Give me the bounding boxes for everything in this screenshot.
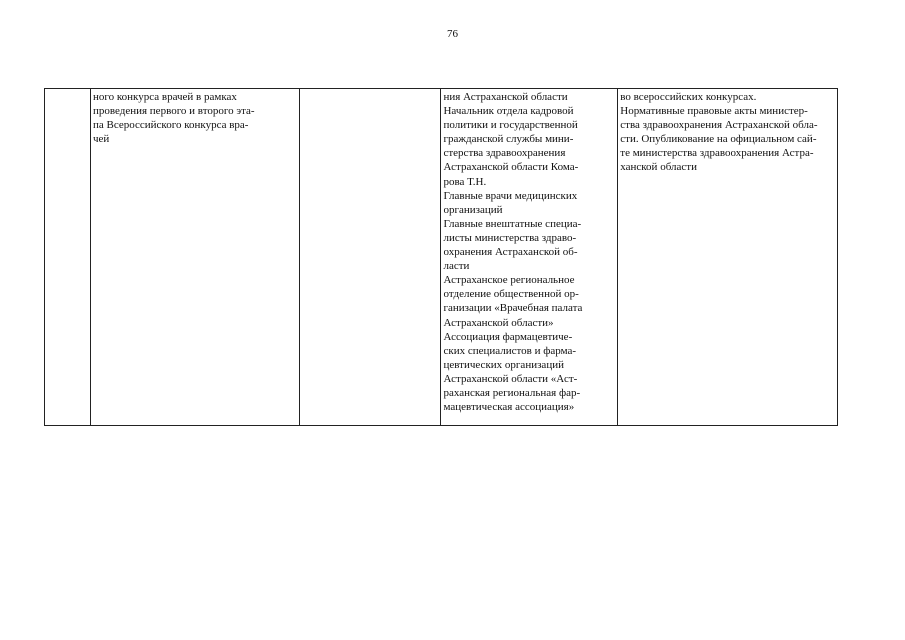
document-table xyxy=(44,88,838,426)
cell-event xyxy=(90,89,299,426)
cell-number xyxy=(45,89,91,426)
page-number: 76 xyxy=(447,28,458,40)
cell-event-text: ного конкурса врачей в рамках проведения первого и второго эта- па Всероссийского конкурса вра- чей xyxy=(92,91,255,146)
cell-result xyxy=(618,89,838,426)
table-row xyxy=(45,89,838,426)
cell-result-text: во всероссийских конкурсах. Нормативные правовые акты министер- ства здравоохранения Астраханской обла- сти. Опубликование на официальном сай- те министерства здравоохранения Астра- ханской области xyxy=(620,91,818,174)
cell-deadline xyxy=(300,89,441,426)
cell-responsible xyxy=(441,89,618,426)
cell-responsible-text: ния Астраханской области Начальник отдела кадровой политики и государственной гражданской службы мини- стерства здравоохранения Астраханской области Кома- рова Т.Н. Главные врачи медицинских организаций Главные внештатные специа- листы министерства здраво- охранения Астраханской об- ласти Астраханское региональное отделение общественной ор- ганизации «Врачебная палата Астраханской области» Ассоциация фармацевтиче- ских специалистов и фарма- цевтических организаций Астраханской области «Аст- раханская региональная фар- мацевтическая ассоциация» xyxy=(443,91,583,414)
